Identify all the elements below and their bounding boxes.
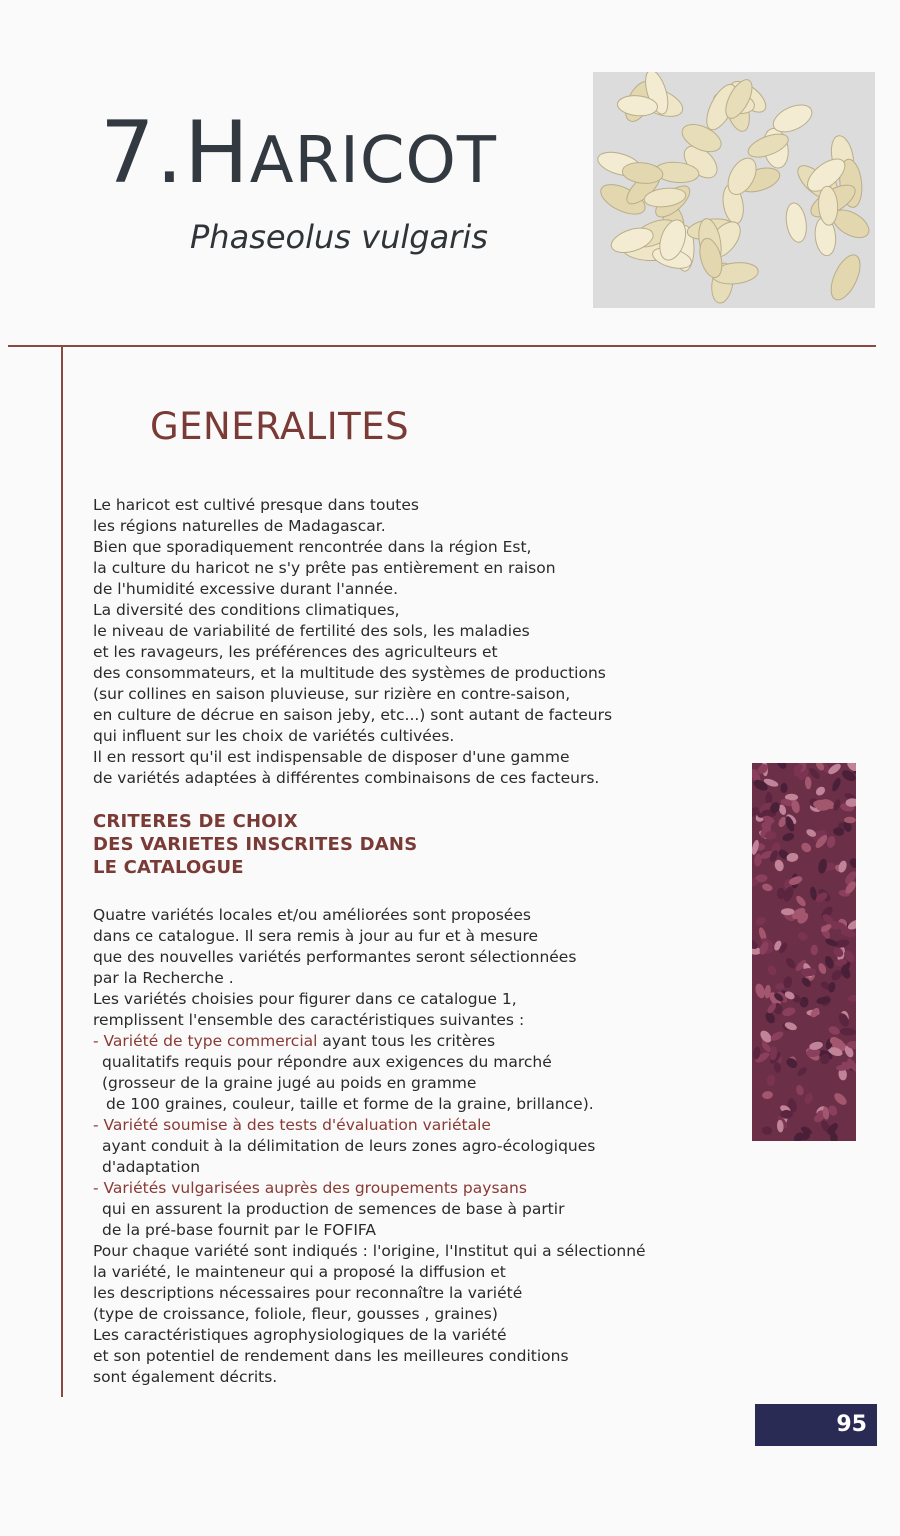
paragraph-line: (sur collines en saison pluvieuse, sur rizière en contre-saison, [93,685,571,703]
paragraph-line: qui en assurent la production de semences de base à partir [102,1200,565,1218]
paragraph-line: Quatre variétés locales et/ou améliorées sont proposées [93,906,531,924]
red-bean [775,763,789,771]
criteres-paragraph [93,905,646,1388]
generalites-paragraph [93,495,612,789]
paragraph-line: les régions naturelles de Madagascar. [93,517,386,535]
criterion-title: Variété soumise à des tests d'évaluation variétale [103,1116,491,1134]
criterion-prefix: - [93,1179,104,1197]
red-bean [784,956,797,970]
paragraph-line: la culture du haricot ne s'y prête pas entièrement en raison [93,559,556,577]
red-bean [780,1110,792,1119]
red-bean [754,853,763,867]
paragraph-line: Il en ressort qu'il est indispensable de disposer d'une gamme [93,748,570,766]
red-bean [813,800,829,809]
vertical-divider [61,345,63,1397]
paragraph-line: dans ce catalogue. Il sera remis à jour au fur et à mesure [93,927,539,945]
criterion-item-tests [93,1115,646,1136]
horizontal-divider [8,345,876,347]
red-bean [754,915,767,927]
red-bean [827,981,836,993]
red-bean [781,1006,796,1018]
red-bean [766,964,778,977]
paragraph-line: Les caractéristiques agrophysiologiques de la variété [93,1326,507,1344]
heading-line: CRITERES DE CHOIX [93,811,298,832]
scientific-name: Phaseolus vulgaris [190,218,488,256]
red-bean [799,841,813,854]
criterion-title: Variété de type commercial [103,1032,318,1050]
red-bean [794,894,807,908]
paragraph-line: qui influent sur les choix de variétés cultivées. [93,727,455,745]
page-number-badge [755,1404,877,1446]
red-bean [762,1091,774,1100]
red-bean [766,1074,776,1087]
paragraph-line: de 100 graines, couleur, taille et forme de la graine, brillance). [106,1095,594,1113]
heading-line: DES VARIETES INSCRITES DANS [93,834,418,855]
white-beans-photo [593,72,875,308]
paragraph-line: (type de croissance, foliole, fleur, gousses , graines) [93,1305,498,1323]
white-bean [784,202,809,244]
paragraph-line: d'adaptation [102,1158,201,1176]
red-bean [780,783,788,794]
section-heading-criteres [93,810,417,879]
paragraph-line: ayant conduit à la délimitation de leurs zones agro-écologiques [102,1137,596,1155]
white-beans-image [593,72,875,308]
red-bean [810,944,818,955]
paragraph-line: de l'humidité excessive durant l'année. [93,580,398,598]
paragraph-line: et son potentiel de rendement dans les meilleures conditions [93,1347,569,1365]
red-bean [805,776,812,789]
red-bean [826,835,836,848]
title-first-letter: H [184,103,250,203]
red-bean [837,1012,851,1029]
paragraph-line: Le haricot est cultivé presque dans toutes [93,496,419,514]
red-bean [796,1066,808,1078]
paragraph-line: Pour chaque variété sont indiqués : l'origine, l'Institut qui a sélectionné [93,1242,646,1260]
criterion-item-vulgarisees [93,1178,646,1199]
page-number: 95 [836,1412,867,1437]
criterion-title: Variétés vulgarisées auprès des groupements paysans [103,1179,527,1197]
paragraph-line: (grosseur de la graine jugé au poids en gramme [102,1074,477,1092]
title-number: 7. [100,103,185,203]
paragraph-line: que des nouvelles variétés performantes seront sélectionnées [93,948,577,966]
paragraph-line: le niveau de variabilité de fertilité des sols, les maladies [93,622,530,640]
paragraph-line: sont également décrits. [93,1368,278,1386]
red-bean [782,832,796,843]
red-bean [761,1125,773,1135]
red-bean [817,858,828,874]
red-bean [761,882,773,892]
paragraph-line: par la Recherche . [93,969,234,987]
paragraph-line: et les ravageurs, les préférences des agriculteurs et [93,643,498,661]
paragraph-line: Bien que sporadiquement rencontrée dans la région Est, [93,538,532,556]
red-bean [773,859,785,872]
white-bean [825,251,866,304]
paragraph-line: de variétés adaptées à différentes combinaisons de ces facteurs. [93,769,600,787]
paragraph-line: remplissent l'ensemble des caractéristiques suivantes : [93,1011,525,1029]
white-bean [621,161,664,186]
red-bean [803,1092,815,1105]
paragraph-line: qualitatifs requis pour répondre aux exigences du marché [102,1053,552,1071]
red-bean [827,1025,841,1037]
red-bean [832,1091,849,1107]
paragraph-line: Les variétés choisies pour figurer dans ce catalogue 1, [93,990,517,1008]
red-beans-image [752,763,856,1141]
paragraph-line: des consommateurs, et la multitude des systèmes de productions [93,664,606,682]
criterion-rest: ayant tous les critères [317,1032,496,1050]
paragraph-line: La diversité des conditions climatiques, [93,601,400,619]
red-bean [795,1084,805,1096]
heading-line: LE CATALOGUE [93,857,244,878]
paragraph-line: en culture de décrue en saison jeby, etc...) sont autant de facteurs [93,706,613,724]
criterion-item-commercial [93,1031,646,1052]
red-bean [831,777,843,793]
red-bean [848,856,856,869]
section-heading-generalites: GENERALITES [150,405,410,448]
red-beans-photo [752,763,856,1141]
paragraph-line: de la pré-base fournit par le FOFIFA [102,1221,377,1239]
red-bean [840,1027,856,1036]
red-bean [797,931,809,942]
page-title [100,103,498,203]
criterion-prefix: - [93,1116,104,1134]
red-bean [848,994,856,1002]
title-rest: ARICOT [249,124,498,198]
red-bean [814,785,827,797]
paragraph-line: la variété, le mainteneur qui a proposé la diffusion et [93,1263,506,1281]
criterion-prefix: - [93,1032,104,1050]
paragraph-line: les descriptions nécessaires pour reconnaître la variété [93,1284,523,1302]
red-bean [769,1030,785,1043]
